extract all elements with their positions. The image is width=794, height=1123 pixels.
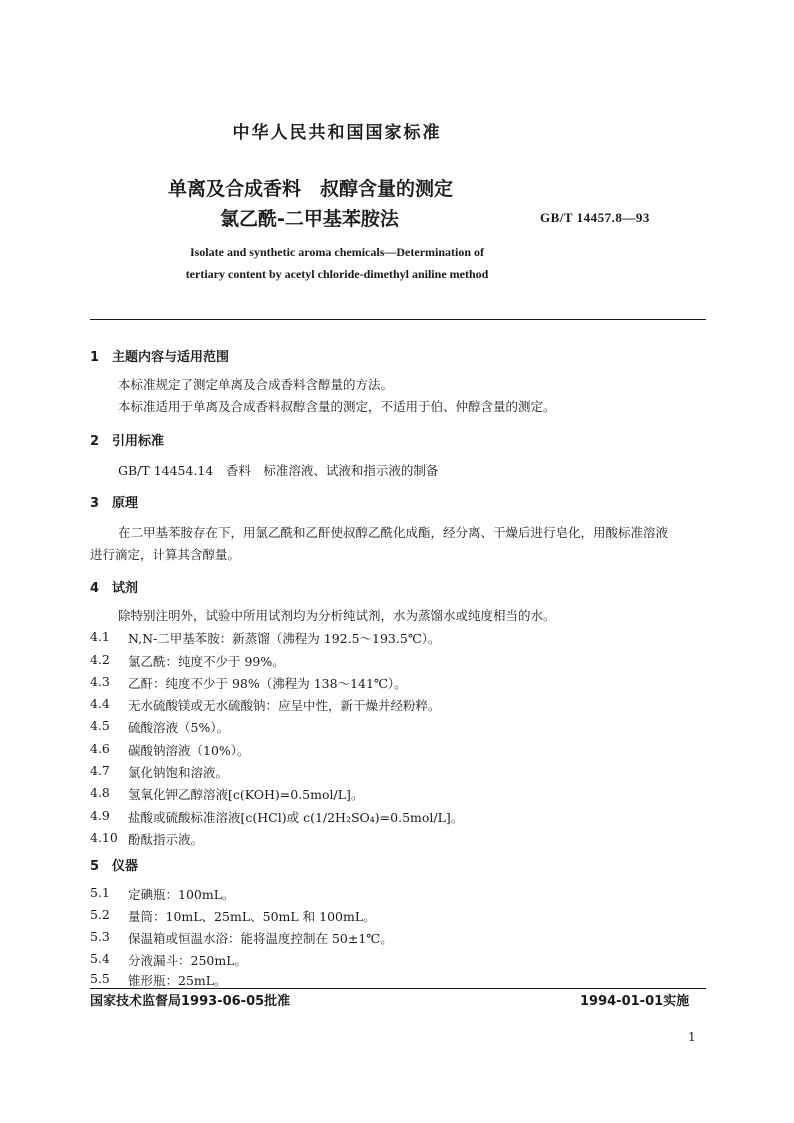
reagent-item-number: 4.10 [90,830,118,845]
top-divider [90,319,706,320]
effective-date: 1994-01-01实施 [580,994,690,1009]
section-2-heading: 2 引用标准 [90,434,165,449]
reagent-item-number: 4.8 [90,785,110,800]
reagent-item-number: 4.4 [90,696,110,711]
reagent-item-number: 4.3 [90,674,110,689]
page-number: 1 [688,1030,696,1044]
standard-number: GB/T 14457.8—93 [540,210,650,225]
reagent-item-number: 4.7 [90,763,110,778]
approval-line: 国家技术监督局1993-06-05批准 [90,994,291,1009]
reagent-item-text: 氢氧化钾乙醇溶液[c(KOH)=0.5mol/L]。 [128,787,364,802]
footer-divider [90,988,706,989]
apparatus-item-text: 分液漏斗：250mL。 [128,953,248,968]
section-3-paragraph-1: 在二甲基苯胺存在下，用氯乙酰和乙酐使叔醇乙酰化成酯，经分离、干燥后进行皂化，用酸标准溶液 [118,525,669,540]
apparatus-item-number: 5.3 [90,929,110,944]
apparatus-item-text: 锥形瓶：25mL。 [128,973,227,988]
section-1-heading: 1 主题内容与适用范围 [90,350,230,365]
reagent-item-text: 碳酸钠溶液（10%）。 [128,743,250,758]
reagent-item-text: 氯化钠饱和溶液。 [128,765,229,780]
reagent-item-text: N,N-二甲基苯胺：新蒸馏（沸程为 192.5～193.5℃）。 [128,631,441,646]
apparatus-item-text: 定碘瓶：100mL。 [128,887,235,902]
reagent-item-text: 氯乙酰：纯度不少于 99%。 [128,654,285,669]
reagent-item-text: 乙酐：纯度不少于 98%（沸程为 138～141℃）。 [128,676,407,691]
section-3-heading: 3 原理 [90,496,139,511]
section-4-intro: 除特别注明外，试验中所用试剂均为分析纯试剂，水为蒸馏水或纯度相当的水。 [118,608,556,623]
apparatus-item-text: 保温箱或恒温水浴：能将温度控制在 50±1℃。 [128,931,393,946]
reagent-item-number: 4.1 [90,629,110,644]
reagent-item-text: 酚酞指示液。 [128,832,204,847]
apparatus-item-number: 5.5 [90,971,110,986]
reagent-item-text: 盐酸或硫酸标准溶液[c(HCl)或 c(1/2H₂SO₄)=0.5mol/L]。 [128,810,464,825]
apparatus-item-number: 5.1 [90,885,110,900]
english-title-line2: tertiary content by acetyl chloride-dimethyl aniline method [185,267,489,281]
reagent-item-number: 4.9 [90,808,110,823]
apparatus-item-number: 5.2 [90,907,110,922]
national-standard-header: 中华人民共和国国家标准 [232,123,442,143]
document-title-line2: 氯乙酰-二甲基苯胺法 [220,208,399,230]
reagent-item-text: 硫酸溶液（5%）。 [128,720,230,735]
section-5-heading: 5 仪器 [90,859,139,874]
english-title-line1: Isolate and synthetic aroma chemicals—Determination of [189,245,485,259]
reagent-item-number: 4.2 [90,652,110,667]
apparatus-item-number: 5.4 [90,951,110,966]
section-3-paragraph-2: 进行滴定，计算其含醇量。 [90,547,241,562]
reagent-item-number: 4.6 [90,741,110,756]
document-title-line1: 单离及合成香料 叔醇含量的测定 [168,178,454,200]
section-1-paragraph-2: 本标准适用于单离及合成香料叔醇含量的测定，不适用于伯、仲醇含量的测定。 [118,399,556,414]
section-4-heading: 4 试剂 [90,581,139,596]
section-2-reference: GB/T 14454.14 香料 标准溶液、试液和指示液的制备 [118,463,439,478]
reagent-item-number: 4.5 [90,718,110,733]
reagent-item-text: 无水硫酸镁或无水硫酸钠：应呈中性，新干燥并经粉粹。 [128,698,441,713]
apparatus-item-text: 量筒：10mL、25mL、50mL 和 100mL。 [128,909,376,924]
section-1-paragraph-1: 本标准规定了测定单离及合成香料含醇量的方法。 [118,377,394,392]
